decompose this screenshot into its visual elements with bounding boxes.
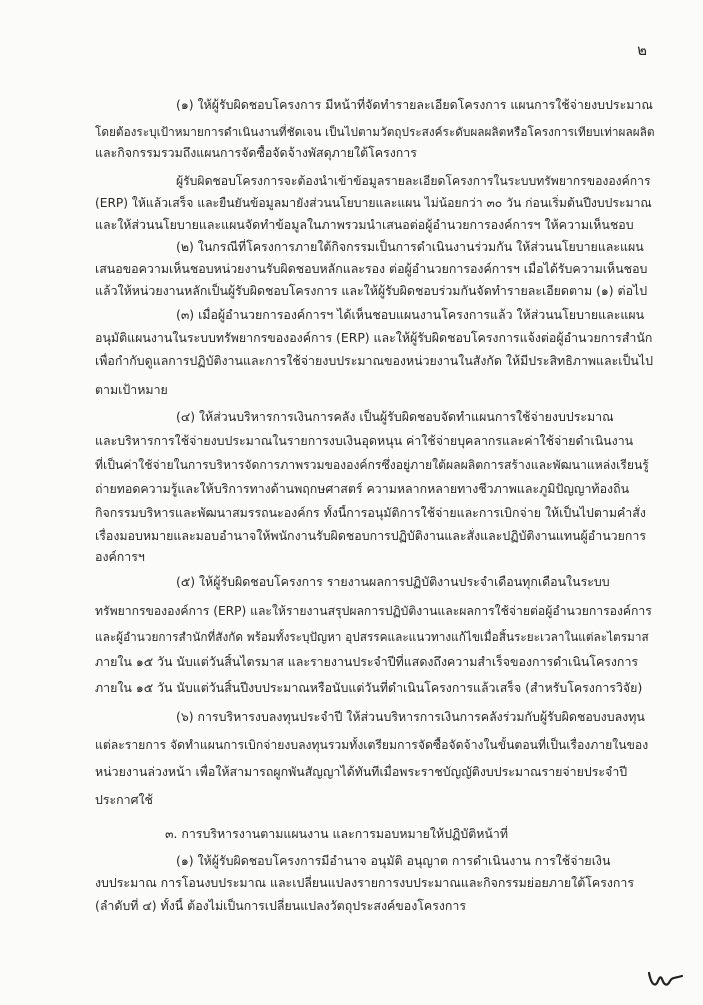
text-line: โดยต้องระบุเป้าหมายการดำเนินงานที่ชัดเจน เป็นไปตามวัตถุประสงค์ระดับผลผลิตหรือโครงการเทียบเท่าผลผลิต (95, 125, 655, 139)
text-line: (๕) ให้ผู้รับผิดชอบโครงการ รายงานผลการปฏิบัติงานประจำเดือนทุกเดือนในระบบ (176, 574, 610, 589)
text-line: เสนอขอความเห็นชอบหน่วยงานรับผิดชอบหลักและรอง ต่อผู้อำนวยการองค์การฯ เมื่อได้รับความเห็นชอบ (95, 261, 648, 276)
text-line: แต่ละรายการ จัดทำแผนการเบิกจ่ายงบลงทุนรวมทั้งเตรียมการจัดซื้อจัดจ้างในขั้นตอนที่เป็นเรื่องภายในของ (95, 738, 649, 752)
text-line: และบริหารการใช้จ่ายงบประมาณในรายการงบเงินอุดหนุน ค่าใช้จ่ายบุคลากรและค่าใช้จ่ายดำเนินงาน (95, 433, 634, 448)
text-line: เพื่อกำกับดูแลการปฏิบัติงานและการใช้จ่ายงบประมาณของหน่วยงานในสังกัด ให้มีประสิทธิภาพและเป็นไป (95, 353, 653, 368)
text-line: ภายใน ๑๕ วัน นับแต่วันสิ้นปีงบประมาณหรือนับแต่วันที่ดำเนินโครงการแล้วเสร็จ (สำหรับโครงการวิจัย) (95, 680, 643, 695)
text-line: (๑) ให้ผู้รับผิดชอบโครงการ มีหน้าที่จัดทำรายละเอียดโครงการ แผนการใช้จ่ายงบประมาณ (176, 97, 653, 112)
text-line: (๒) ในกรณีที่โครงการภายใต้กิจกรรมเป็นการดำเนินงานร่วมกัน ให้ส่วนนโยบายและแผน (176, 239, 644, 254)
text-line: (๑) ให้ผู้รับผิดชอบโครงการมีอำนาจ อนุมัติ อนุญาต การดำเนินงาน การใช้จ่ายเงิน (176, 853, 611, 868)
text-line: ภายใน ๑๕ วัน นับแต่วันสิ้นไตรมาส และรายงานประจำปีที่แสดงถึงความสำเร็จของการดำเนินโครงการ (95, 654, 639, 669)
text-line: (๔) ให้ส่วนบริหารการเงินการคลัง เป็นผู้รับผิดชอบจัดทำแผนการใช้จ่ายงบประมาณ (176, 409, 614, 424)
text-line: ถ่ายทอดความรู้และให้บริการทางด้านพฤกษศาสตร์ ความหลากหลายทางชีวภาพและภูมิปัญญาท้องถิ่น (95, 481, 630, 496)
text-line: และผู้อำนวยการสำนักที่สังกัด พร้อมทั้งระบุปัญหา อุปสรรคและแนวทางแก้ไขเมื่อสิ้นระยะเวลาในแต่ละไตรมาส (95, 630, 649, 644)
text-line: กิจกรรมบริหารและพัฒนาสมรรถนะองค์กร ทั้งนี้การอนุมัติการใช้จ่ายและการเบิกจ่าย ให้เป็นไปตามคำสั่ง (95, 505, 646, 520)
text-line: และให้ส่วนนโยบายและแผนจัดทำข้อมูลในภาพรวมนำเสนอต่อผู้อำนวยการองค์การฯ ให้ความเห็นชอบ (95, 217, 634, 232)
signature (646, 965, 686, 993)
section-heading: ๓. การบริหารงานตามแผนงาน และการมอบหมายให้ปฏิบัติหน้าที่ (165, 826, 508, 841)
text-line: หน่วยงานล่วงหน้า เพื่อให้สามารถผูกพันสัญญาได้ทันทีเมื่อพระราชบัญญัติงบประมาณรายจ่ายประจำปี (95, 764, 628, 779)
text-line: งบประมาณ การโอนงบประมาณ และเปลี่ยนแปลงรายการงบประมาณและกิจกรรมย่อยภายใต้โครงการ (95, 875, 635, 890)
text-line: แล้วให้หน่วยงานหลักเป็นผู้รับผิดชอบโครงการ และให้ผู้รับผิดชอบร่วมกันจัดทำรายละเอียดตาม (๑) ต่อไป (95, 283, 648, 298)
text-line: (ลำดับที่ ๔) ทั้งนี้ ต้องไม่เป็นการเปลี่ยนแปลงวัตถุประสงค์ของโครงการ (95, 898, 467, 913)
text-line: ที่เป็นค่าใช้จ่ายในการบริหารจัดการภาพรวมขององค์กรซึ่งอยู่ภายใต้ผลผลิตการสร้างและพัฒนาแหล่งเรียนรู้ (95, 458, 649, 472)
text-line: ทรัพยากรขององค์การ (ERP) และให้รายงานสรุปผลการปฏิบัติงานและผลการใช้จ่ายต่อผู้อำนวยการองค์การ (95, 604, 652, 618)
page-number: ๒ (637, 41, 647, 59)
text-line: ตามเป้าหมาย (95, 382, 168, 397)
text-line: องค์การฯ (95, 549, 145, 564)
text-line: อนุมัติแผนงานในระบบทรัพยากรขององค์การ (ERP) และให้ผู้รับผิดชอบโครงการแจ้งต่อผู้อำนวยการสำนัก (95, 330, 653, 345)
text-line: (๓) เมื่อผู้อำนวยการองค์การฯ ได้เห็นชอบแผนงานโครงการแล้ว ให้ส่วนนโยบายและแผน (176, 307, 645, 322)
text-line: เรื่องมอบหมายและมอบอำนาจให้พนักงานรับผิดชอบการปฏิบัติงานและสั่งและปฏิบัติงานแทนผู้อำนวยการ (95, 528, 647, 543)
text-line: ผู้รับผิดชอบโครงการจะต้องนำเข้าข้อมูลรายละเอียดโครงการในระบบทรัพยากรขององค์การ (176, 174, 651, 188)
text-line: และกิจกรรมรวมถึงแผนการจัดซื้อจัดจ้างพัสดุภายใต้โครงการ (95, 145, 417, 160)
text-line: (๖) การบริหารงบลงทุนประจำปี ให้ส่วนบริหารการเงินการคลังร่วมกับผู้รับผิดชอบงบลงทุน (176, 709, 645, 724)
text-line: ประกาศใช้ (95, 792, 153, 807)
text-line: (ERP) ให้แล้วเสร็จ และยืนยันข้อมูลมายังส่วนนโยบายและแผน ไม่น้อยกว่า ๓๐ วัน ก่อนเริ่มต้นปีงบประมาณ (95, 196, 652, 210)
